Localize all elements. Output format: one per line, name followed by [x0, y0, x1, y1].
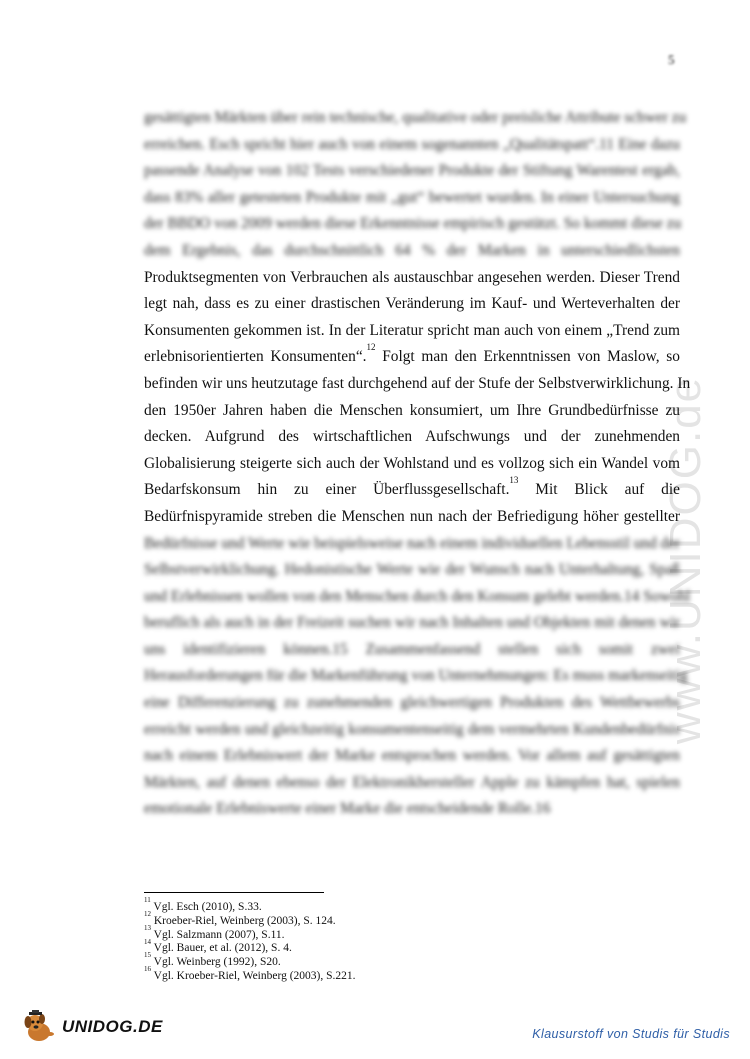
text-line: dass 83% aller getesteten Produkte mit „gut“ bewertet wurden. In einer Untersuchung — [144, 188, 680, 206]
text-line: Globalisierung steigerte sich auch der Wohlstand und es vollzog sich ein Wandel vom — [144, 454, 680, 472]
text-line: befinden wir uns heutzutage fast durchgehend auf der Stufe der Selbstverwirklichung. In — [144, 374, 691, 392]
text-line: Produktsegmenten von Verbrauchen als austauschbar angesehen werden. Dieser Trend — [144, 268, 680, 286]
text-line: erlebnisorientierten Konsumenten“.$^{12}$ Folgt man den Erkenntnissen von Maslow, so — [144, 342, 680, 366]
footnote: $^{14}$ Vgl. Bauer, et al. (2012), S. 4. — [144, 937, 292, 955]
text-line: dem Ergebnis, das durchschnittlich 64 % der Marken in unterschiedlichsten — [144, 241, 680, 259]
footer-tagline: Klausurstoff von Studis für Studis — [532, 1027, 730, 1041]
footnotes — [144, 896, 356, 984]
text-line: Konsumenten gekommen ist. In der Literatur spricht man auch von einem „Trend zum — [144, 321, 680, 339]
text-line: Herausforderungen für die Markenführung von Unternehmungen: Es muss markenseitig — [144, 667, 688, 685]
text-line: Selbstverwirklichung. Hedonistische Werte wie der Wunsch nach Unterhaltung, Spaß — [144, 561, 680, 579]
text-line: legt nah, dass es zu einer drastischen Veränderung im Kauf- und Werteverhalten der — [144, 295, 680, 313]
text-line: Bedürfnisse und Werte wie beispielsweise nach einem individuellen Lebensstil und der — [144, 534, 681, 552]
text-line: gesättigten Märkten über rein technische, qualitative oder preisliche Attribute schwer zu — [144, 109, 687, 126]
dog-mascot-icon — [20, 1010, 60, 1044]
blurred-bottom-paragraph — [144, 531, 691, 824]
text-line: decken. Aufgrund des wirtschaftlichen Aufschwungs und der zunehmenden — [144, 428, 680, 446]
text-line: uns identifizieren können.15 Zusammenfassend stellen sich somit zwei — [144, 640, 680, 658]
text-line: Bedarfskonsum hin zu einer Überflussgesellschaft.$^{13}$ Mit Blick auf die — [144, 475, 680, 499]
text-line: erreicht werden und gleichzeitig konsumentenseitig dem vermehrten Kundenbedürfnis — [144, 720, 680, 738]
page-number: 5 — [668, 52, 675, 67]
footnote-reference: 13 — [509, 475, 519, 486]
logo-wordmark: UNIDOG.DE — [62, 1017, 163, 1036]
text-line: Bedürfnispyramide streben die Menschen nun nach der Befriedigung höher gestellter — [144, 507, 680, 525]
text-line: beruflich als auch in der Freizeit suchen wir nach Inhalten und Objekten mit denen wir — [144, 614, 680, 632]
text-line: der BBDO von 2009 werden diese Erkenntnisse empirisch gestützt. So kommt diese zu — [144, 215, 682, 233]
text-line: emotionale Erlebniswerte einer Marke die entscheidende Rolle.16 — [144, 800, 551, 818]
watermark-text: www.UNIDOG.de — [661, 375, 710, 745]
footnote-separator — [144, 892, 324, 893]
text-line: erreichen. Esch spricht hier auch von einem sogenannten „Qualitätspatt“.11 Eine dazu — [144, 135, 680, 153]
text-line: Märkten, auf denen ebenso der Elektronikhersteller Apple zu kämpfen hat, spielen — [144, 773, 680, 791]
text-line: nach einem Erlebniswert der Marke entsprochen werden. Vor allem auf gesättigten — [144, 747, 680, 765]
unidog-logo — [20, 1010, 163, 1044]
footnote: $^{16}$ Vgl. Kroeber-Riel, Weinberg (2003), S.221. — [144, 965, 356, 982]
footnote: $^{12}$ Kroeber-Riel, Weinberg (2003), S. 124. — [144, 909, 336, 927]
text-line: eine Differenzierung zu zunehmenden gleichwertigen Produkten des Wettbewerbs — [144, 694, 680, 712]
footnote: $^{13}$ Vgl. Salzmann (2007), S.11. — [144, 923, 285, 941]
blurred-top-paragraph — [144, 105, 687, 265]
text-line: und Erlebnissen wollen von den Menschen durch den Konsum gelebt werden.14 Sowohl — [144, 587, 691, 605]
footnote-reference: 12 — [366, 342, 376, 353]
text-line: passende Analyse von 102 Tests verschiedener Produkte der Stiftung Warentest ergab, — [144, 162, 680, 180]
text-line: den 1950er Jahren haben die Menschen konsumiert, um Ihre Grundbedürfnisse zu — [144, 401, 680, 419]
footnote: $^{15}$ Vgl. Weinberg (1992), S20. — [144, 951, 281, 969]
footnote: $^{11}$ Vgl. Esch (2010), S.33. — [144, 896, 262, 913]
readable-paragraph — [144, 265, 691, 531]
